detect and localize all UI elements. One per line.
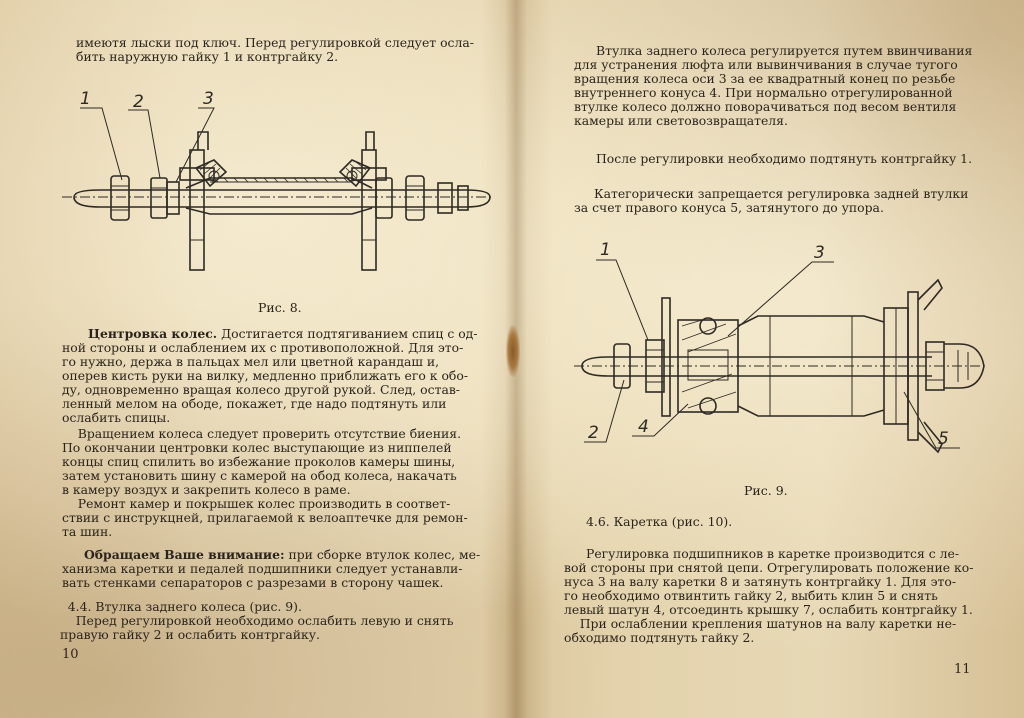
carriage-line-1: Регулировка подшипников в каретке производится с ле- bbox=[586, 546, 960, 561]
forbidden-line-1: Категорически запрещается регулировка задней втулки bbox=[594, 186, 969, 201]
right-top-line-2: для устранения люфта или вывинчивания в случае тугого bbox=[574, 57, 958, 72]
centering-line-2: го нужно, держа в пальцах мел или цветной карандаш и, bbox=[62, 354, 440, 369]
figure-8-front-hub-drawing bbox=[0, 0, 512, 300]
after-adjust-line: После регулировки необходимо подтянуть контргайку 1. bbox=[596, 151, 973, 166]
right-top-line-5: втулке колесо должно поворачиваться под весом вентиля bbox=[574, 99, 957, 114]
fig9-label-2: 2 bbox=[588, 423, 599, 443]
right-top-line-4: внутреннего конуса 4. При нормально отрегулированной bbox=[574, 85, 953, 100]
right-top-line-3: вращения колеса оси 3 за ее квадратный конец по резьбе bbox=[574, 71, 956, 86]
centering-line-5: ленный мелом на ободе, покажет, где надо подтянуть или bbox=[62, 396, 447, 411]
attention-line-2: вать стенками сепараторов с разрезами в сторону чашек. bbox=[62, 575, 444, 590]
attention-heading: Обращаем Ваше внимание: bbox=[84, 547, 285, 562]
section-4-4-line-2: правую гайку 2 и ослабить контргайку. bbox=[60, 627, 320, 642]
fig8-label-3: 3 bbox=[203, 89, 214, 109]
carriage-line-6: При ослаблении крепления шатунов на валу каретки не- bbox=[564, 616, 957, 631]
centering-line-14: та шин. bbox=[62, 524, 113, 539]
figure-9-caption: Рис. 9. bbox=[744, 483, 788, 498]
left-top-line-2: бить наружную гайку 1 и контргайку 2. bbox=[76, 49, 339, 64]
attention-first-line-text: при сборке втулок колес, ме- bbox=[284, 547, 481, 562]
page-number-left: 10 bbox=[62, 647, 79, 662]
centering-line-9: концы спиц спилить во избежание проколов камеры шины, bbox=[62, 454, 456, 469]
page-number-right: 11 bbox=[954, 662, 971, 677]
figure-8-caption: Рис. 8. bbox=[258, 300, 302, 315]
fig9-label-3: 3 bbox=[814, 243, 825, 263]
centering-heading: Центровка колес. bbox=[88, 326, 218, 341]
carriage-line-4: го необходимо отвинтить гайку 2, выбить клин 5 и снять bbox=[564, 588, 938, 603]
carriage-line-7: обходимо подтянуть гайку 2. bbox=[564, 630, 755, 645]
fig8-label-1: 1 bbox=[80, 89, 91, 109]
carriage-line-3: нуса 3 на валу каретки 8 и затянуть контргайку 1. Для это- bbox=[564, 574, 957, 589]
carriage-line-2: вой стороны при снятой цепи. Отрегулировать положение ко- bbox=[564, 560, 974, 575]
fig9-label-1: 1 bbox=[600, 240, 611, 260]
right-top-line-1: Втулка заднего колеса регулируется путем ввинчивания bbox=[596, 43, 973, 58]
centering-line-13: ствии с инструкцней, прилагаемой к велоаптечке для ремон- bbox=[62, 510, 468, 525]
centering-line-11: в камеру воздух и закрепить колесо в раме. bbox=[62, 482, 351, 497]
forbidden-line-2: за счет правого конуса 5, затянутого до упора. bbox=[574, 200, 884, 215]
attention-line-1: ханизма каретки и педалей подшипники следует устанавли- bbox=[62, 561, 463, 576]
right-top-line-6: камеры или световозвращателя. bbox=[574, 113, 788, 128]
centering-line-3: оперев кисть руки на вилку, медленно приближать его к обо- bbox=[62, 368, 469, 383]
centering-line-10: затем установить шину с камерой на обод колеса, накачать bbox=[62, 468, 457, 483]
centering-line-1: ной стороны и ослаблением их с противоположной. Для это- bbox=[62, 340, 464, 355]
centering-line-4: ду, одновременно вращая колесо другой рукой. След, остав- bbox=[62, 382, 460, 397]
section-4-4-line-1: Перед регулировкой необходимо ослабить левую и снять bbox=[60, 613, 454, 628]
fig8-label-2: 2 bbox=[133, 92, 144, 112]
figure-9-rear-hub-drawing bbox=[512, 0, 1024, 480]
carriage-line-5: левый шатун 4, отсоединть крышку 7, ослабить контргайку 1. bbox=[564, 602, 973, 617]
centering-line-12: Ремонт камер и покрышек колес производить в соответ- bbox=[62, 496, 451, 511]
centering-first-line-text: Достигается подтягиванием спиц с од- bbox=[217, 326, 478, 341]
centering-line-7: Вращением колеса следует проверить отсутствие биения. bbox=[62, 426, 462, 441]
centering-line-6: ослабить спицы. bbox=[62, 410, 171, 425]
right-page bbox=[512, 0, 1024, 718]
fig9-label-5: 5 bbox=[938, 429, 949, 449]
left-top-line-1: имеютя лыски под ключ. Перед регулировкой следует осла- bbox=[76, 35, 474, 50]
fig9-label-4: 4 bbox=[638, 417, 649, 437]
centering-line-8: По окончании центровки колес выступающие из ниппелей bbox=[62, 440, 452, 455]
section-4-4-heading: 4.4. Втулка заднего колеса (рис. 9). bbox=[52, 599, 302, 614]
section-4-6-heading: 4.6. Каретка (рис. 10). bbox=[586, 514, 733, 529]
